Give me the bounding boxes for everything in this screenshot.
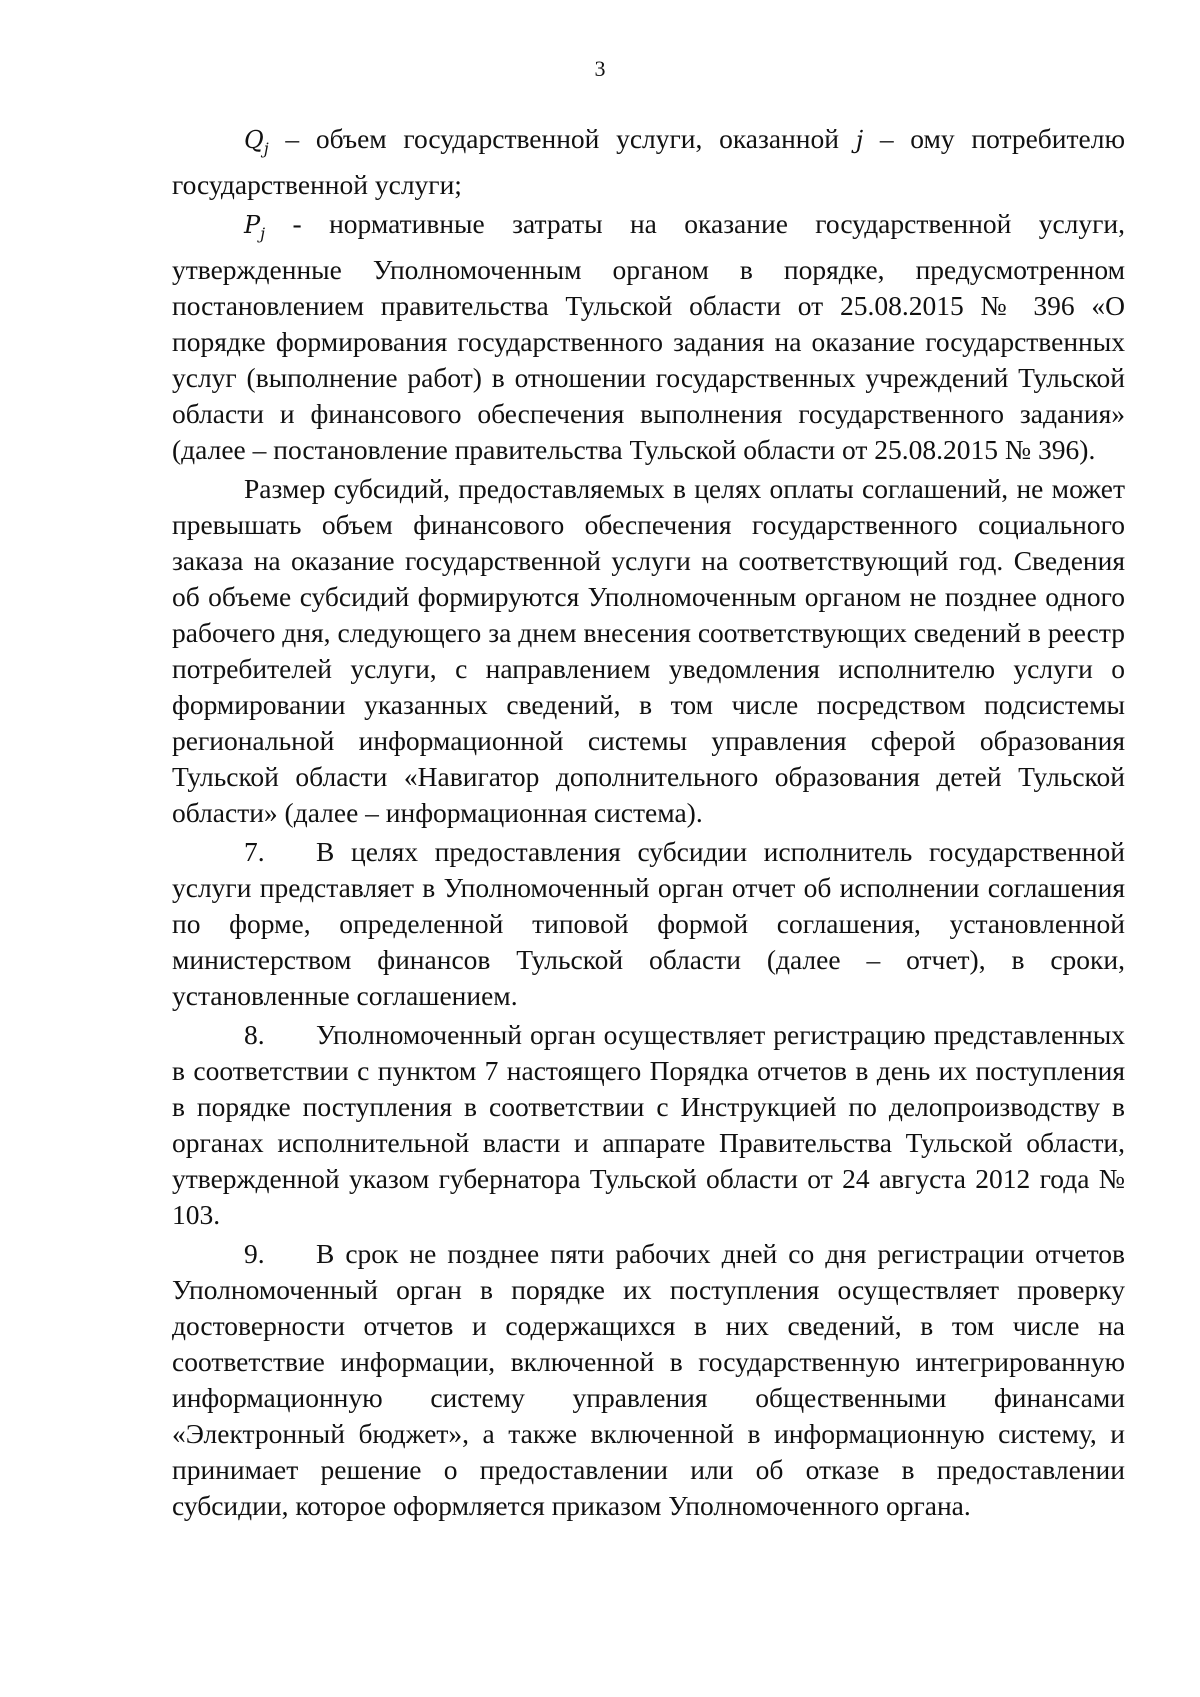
- item-number: 7.: [244, 835, 265, 867]
- definition-p: [172, 206, 1125, 468]
- definition-q-text-2: – ому потребителю государственной услуги;: [172, 123, 1125, 200]
- formula-symbol-j: j: [855, 126, 864, 154]
- formula-symbol-p: $P_j$: [244, 210, 266, 243]
- page-number: 3: [594, 56, 606, 81]
- numbered-item-9: [172, 1236, 1125, 1524]
- numbered-item-8: [172, 1017, 1125, 1233]
- item-text: В целях предоставления субсидии исполнитель государственной услуги представляет в Уполномоченный орган отчет об исполнении соглашения по форме, определенной типовой формой соглашения, установленной министерством финансов Тульской области (далее – отчет), в сроки, установленные соглашением.: [172, 835, 1125, 1011]
- item-text: Уполномоченный орган осуществляет регистрацию представленных в соответствии с пунктом 7 настоящего Порядка отчетов в день их поступления в порядке поступления в соответствии с Инструкцией по делопроизводству в органах исполнительной власти и аппарате Правительства Тульской области, утвержденной указом губернатора Тульской области от 24 августа 2012 года № 103.: [172, 1018, 1125, 1230]
- numbered-item-7: [172, 834, 1125, 1014]
- item-number: 8.: [244, 1018, 265, 1050]
- formula-symbol-q: $Q_j$: [244, 126, 269, 158]
- item-text: В срок не позднее пяти рабочих дней со дня регистрации отчетов Уполномоченный орган в порядке их поступления осуществляет проверку достоверности отчетов и содержащихся в них сведений, в том числе на соответствие информации, включенной в государственную интегрированную информационную систему управления общественными финансами «Электронный бюджет», а также включенной в информационную систему, и принимает решение о предоставлении или об отказе в предоставлении субсидии, которое оформляется приказом Уполномоченного органа.: [172, 1237, 1125, 1521]
- paragraph-subsidy-size: Размер субсидий, предоставляемых в целях оплаты соглашений, не может превышать объем финансового обеспечения государственного социального заказа на оказание государственной услуги на соответствующий год. Сведения об объеме субсидий формируются Уполномоченным органом не позднее одного рабочего дня, следующего за днем внесения соответствующих сведений в реестр потребителей услуги, с направлением уведомления исполнителю услуги о формировании указанных сведений, в том числе посредством подсистемы региональной информационной системы управления сферой образования Тульской области «Навигатор дополнительного образования детей Тульской области» (далее – информационная система).: [172, 472, 1125, 828]
- document-body: [172, 121, 1125, 1527]
- item-number: 9.: [244, 1237, 265, 1269]
- definition-q-text-1: – объем государственной услуги, оказанной: [268, 123, 856, 154]
- definition-p-text: - нормативные затраты на оказание государственной услуги, утвержденные Уполномоченным органом в порядке, предусмотренном постановлением правительства Тульской области от 25.08.2015 № 396 «О порядке формирования государственного задания на оказание государственных услуг (выполнение работ) в отношении государственных учреждений Тульской области и финансового обеспечения выполнения государственного задания» (далее – постановление правительства Тульской области от 25.08.2015 № 396).: [172, 207, 1125, 465]
- definition-q: [172, 121, 1125, 203]
